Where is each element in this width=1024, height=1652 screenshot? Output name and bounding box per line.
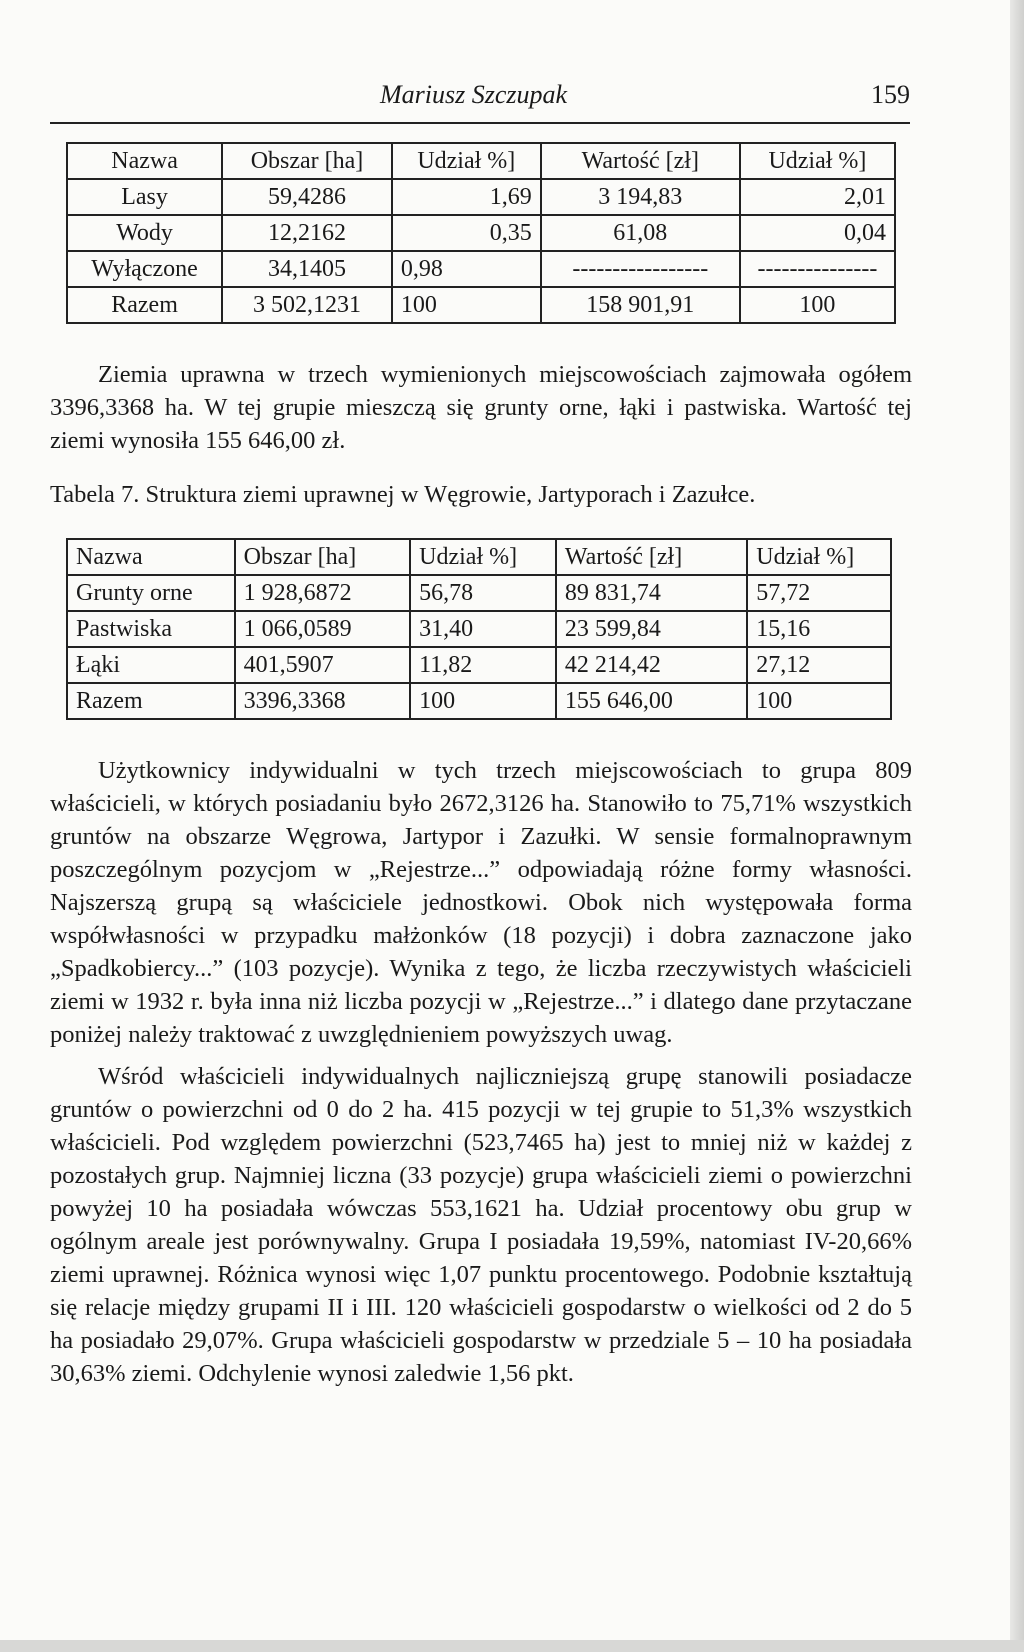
table-row <box>67 179 895 215</box>
page-number: 159 <box>871 80 910 109</box>
table-land-structure <box>66 142 896 324</box>
table-cell: 1,69 <box>392 179 541 215</box>
table-cell: 0,98 <box>392 251 541 287</box>
body-paragraph: Wśród właścicieli indywidualnych najliczniejszą grupę stanowili posiadacze gruntów o powierzchni od 0 do 2 ha. 415 pozycji w tej grupie to 51,3% wszystkich właścicieli. Pod względem powierzchni (523,7465 ha) jest to mniej niż w każdej z pozostałych grup. Najmniej liczna (33 pozycje) grupa właścicieli ziemi o powierzchni powyżej 10 ha posiadała wówczas 553,1621 ha. Udział procentowy obu grup w ogólnym areale jest porównywalny. Grupa I posiadała 19,59%, natomiast IV-20,66% ziemi uprawnej. Różnica wynosi więc 1,07 punktu procentowego. Podobnie kształtują się relacje między grupami II i III. 120 właścicieli gospodarstw o wielkości od 2 do 5 ha posiadało 29,07%. Grupa właścicieli gospodarstw w przedziale 5 – 10 ha posiadała 30,63% ziemi. Odchylenie wynosi zaledwie 1,56 pkt. <box>50 1063 912 1387</box>
table-cell: 1 066,0589 <box>235 611 411 647</box>
table-cell: Wody <box>67 215 222 251</box>
header-cell: Nazwa <box>67 143 222 179</box>
table-cell: 0,35 <box>392 215 541 251</box>
table-row <box>67 251 895 287</box>
table-cell: Wyłączone <box>67 251 222 287</box>
header-cell: Udział %] <box>740 143 895 179</box>
table-cell: 34,1405 <box>222 251 392 287</box>
page-edge-shadow <box>1010 0 1024 1652</box>
table-row <box>67 611 891 647</box>
header-rule <box>50 122 910 124</box>
table-cell: 57,72 <box>747 575 891 611</box>
table-cell: Razem <box>67 683 235 719</box>
header-cell: Udział %] <box>410 539 556 575</box>
table-cell: 23 599,84 <box>556 611 747 647</box>
header-cell: Udział %] <box>392 143 541 179</box>
table-cell: 31,40 <box>410 611 556 647</box>
table-cell: 3 502,1231 <box>222 287 392 323</box>
table-header-row <box>67 539 891 575</box>
table-cell: 61,08 <box>541 215 740 251</box>
table-cell: Pastwiska <box>67 611 235 647</box>
table-cell: 12,2162 <box>222 215 392 251</box>
running-head-author: Mariusz Szczupak <box>380 80 568 109</box>
table-cell: 158 901,91 <box>541 287 740 323</box>
table-cell: 100 <box>740 287 895 323</box>
page-header <box>50 80 910 114</box>
table-cell: Razem <box>67 287 222 323</box>
table-cell: 1 928,6872 <box>235 575 411 611</box>
table-caption: Tabela 7. Struktura ziemi uprawnej w Węgrowie, Jartyporach i Zazułce. <box>50 481 756 508</box>
table-cell: 155 646,00 <box>556 683 747 719</box>
table-row <box>67 683 891 719</box>
table-cell: --------------- <box>740 251 895 287</box>
table-row <box>67 647 891 683</box>
table-cell: 100 <box>392 287 541 323</box>
table-cell: 3396,3368 <box>235 683 411 719</box>
table-cell: 89 831,74 <box>556 575 747 611</box>
header-cell: Nazwa <box>67 539 235 575</box>
table-cell: Grunty orne <box>67 575 235 611</box>
table-cell: 11,82 <box>410 647 556 683</box>
table-cell: 2,01 <box>740 179 895 215</box>
table-cell: 42 214,42 <box>556 647 747 683</box>
table-cell: 3 194,83 <box>541 179 740 215</box>
table-cell: ----------------- <box>541 251 740 287</box>
header-cell: Wartość [zł] <box>556 539 747 575</box>
table-cell: 15,16 <box>747 611 891 647</box>
table-cell: 100 <box>410 683 556 719</box>
body-paragraph: Użytkownicy indywidualni w tych trzech miejscowościach to grupa 809 właścicieli, w których posiadaniu było 2672,3126 ha. Stanowiło to 75,71% wszystkich gruntów na obszarze Węgrowa, Jartypor i Zazułki. W sensie formalnoprawnym poszczególnym pozycjom w „Rejestrze...” odpowiadają różne formy własności. Najszerszą grupą są właściciele jednostkowi. Obok nich występowała forma współwłasności w przypadku małżonków (18 pozycji) i dobra zaznaczone jako „Spadkobiercy...” (103 pozycje). Wynika z tego, że liczba rzeczywistych właścicieli ziemi w 1932 r. była inna niż liczba pozycji w „Rejestrze...” i dlatego dane przytaczane poniżej należy traktować z uwzględnieniem powyższych uwag. <box>50 757 912 1048</box>
table-row <box>67 287 895 323</box>
body-paragraph: Ziemia uprawna w trzech wymienionych miejscowościach zajmowała ogółem 3396,3368 ha. W tej grupie mieszczą się grunty orne, łąki i pastwiska. Wartość tej ziemi wynosiła 155 646,00 zł. <box>50 361 912 454</box>
header-cell: Obszar [ha] <box>235 539 411 575</box>
page-bottom-edge <box>0 1640 1024 1652</box>
header-cell: Wartość [zł] <box>541 143 740 179</box>
table-cell: 56,78 <box>410 575 556 611</box>
table-cell: Lasy <box>67 179 222 215</box>
table-cell: Łąki <box>67 647 235 683</box>
header-cell: Obszar [ha] <box>222 143 392 179</box>
table-cell: 59,4286 <box>222 179 392 215</box>
header-cell: Udział %] <box>747 539 891 575</box>
table-cell: 27,12 <box>747 647 891 683</box>
table-arable-land-structure <box>66 538 892 720</box>
table-row <box>67 575 891 611</box>
table-cell: 401,5907 <box>235 647 411 683</box>
table-cell: 100 <box>747 683 891 719</box>
table-header-row <box>67 143 895 179</box>
table-row <box>67 215 895 251</box>
table-cell: 0,04 <box>740 215 895 251</box>
